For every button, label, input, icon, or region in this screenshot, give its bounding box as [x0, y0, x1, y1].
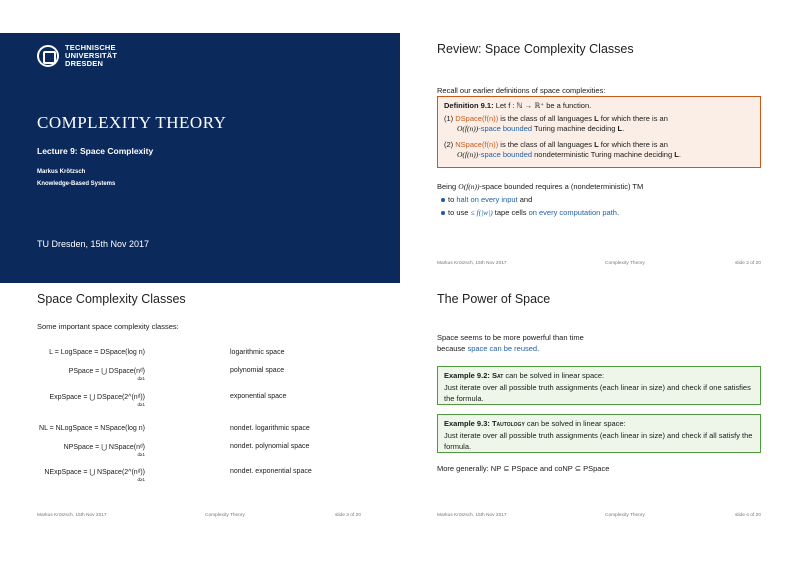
highlight: space can be reused — [467, 344, 538, 353]
item-text: is the class of all languages — [498, 114, 595, 123]
bounded-intro — [437, 182, 643, 191]
slide-title: The Power of Space — [437, 292, 551, 306]
intro-line-2 — [437, 344, 539, 353]
definition-text: Let f : ℕ → ℝ⁺ be a function. — [495, 101, 592, 110]
item-text: . — [622, 124, 625, 133]
footer-slide-number: slide 2 of 20 — [735, 261, 761, 266]
math: ≤ f(|w|) — [470, 208, 493, 217]
example-header — [444, 371, 604, 380]
class-definition: L = LogSpace = DSpace(log n) — [49, 349, 145, 356]
footer-author: Markus Krötzsch, 15th Nov 2017 — [37, 513, 107, 518]
example-body: Just iterate over all possible truth assignments (each linear in size) and check if all satisfy the formula. — [444, 431, 753, 451]
footer-course: Complexity Theory — [605, 513, 645, 518]
class-definition-wrap — [44, 468, 145, 483]
definition-item-2 — [444, 140, 754, 160]
tu-dresden-logo — [37, 44, 117, 68]
footer-author: Markus Krötzsch, 15th Nov 2017 — [437, 261, 507, 266]
text: Being — [437, 182, 459, 191]
place-date: TU Dresden, 15th Nov 2017 — [37, 239, 150, 249]
class-definition: NExpSpace = ⋃ NSpace(2^(nᵈ)) — [44, 469, 145, 476]
union-subscript: d≥1 — [137, 452, 145, 457]
text: tape cells — [492, 208, 529, 217]
tu-logo-icon — [37, 45, 59, 67]
class-definition: PSpace = ⋃ DSpace(nᵈ) — [68, 368, 145, 375]
intro-text: Some important space complexity classes: — [37, 322, 179, 331]
bullet-tape-cells — [448, 208, 619, 217]
definition-item-1 — [444, 114, 754, 134]
example-body: Just iterate over all possible truth assignments (each linear in size) and check if one satisfies the formula. — [444, 383, 751, 403]
class-row-npspace — [37, 443, 337, 467]
text: to use — [448, 208, 471, 217]
text: . — [616, 208, 620, 217]
author-name: Markus Krötzsch — [37, 169, 86, 175]
class-definition-wrap — [49, 393, 145, 408]
lecture-title: Lecture 9: Space Complexity — [37, 146, 154, 156]
class-name: DSpace(f(n)) — [455, 114, 499, 123]
bound-label: -space bounded — [478, 150, 533, 159]
footer-course: Complexity Theory — [205, 513, 245, 518]
class-definition-wrap — [69, 367, 145, 382]
highlight: halt on every input — [456, 195, 518, 204]
course-title: COMPLEXITY THEORY — [37, 113, 227, 132]
slide-power-of-space — [400, 283, 800, 566]
slide-title: Review: Space Complexity Classes — [437, 42, 634, 56]
example-box-sat — [437, 366, 761, 405]
class-name: NSpace(f(n)) — [455, 140, 499, 149]
group-name: Knowledge-Based Systems — [37, 181, 116, 187]
example-box-tautology — [437, 414, 761, 453]
bound-math: O(f(n)) — [457, 150, 479, 159]
class-definition: ExpSpace = ⋃ DSpace(2^(nᵈ)) — [49, 394, 145, 401]
item-number: (1) — [444, 114, 454, 123]
class-description: nondet. exponential space — [230, 468, 312, 475]
conclusion-text: More generally: NP ⊆ PSpace and coNP ⊆ PSpace — [437, 464, 610, 473]
problem-name: Sat — [491, 371, 504, 380]
class-description: nondet. logarithmic space — [230, 425, 310, 432]
footer-author: Markus Krötzsch, 15th Nov 2017 — [437, 513, 507, 518]
math: O(f(n)) — [458, 182, 480, 191]
class-description: logarithmic space — [230, 349, 285, 356]
language-symbol: L — [674, 150, 679, 159]
item-text: . — [678, 150, 681, 159]
union-subscript: d≥1 — [137, 376, 145, 381]
intro-line-1: Space seems to be more powerful than time — [437, 333, 584, 342]
language-symbol: L — [594, 140, 599, 149]
text: -space bounded requires a (nondeterministic) TM — [479, 182, 644, 191]
title-slide — [0, 0, 400, 283]
problem-name: Tautology — [491, 419, 525, 428]
class-row-expspace — [37, 393, 337, 417]
highlight: on every computation path — [528, 208, 617, 217]
intro-text: Recall our earlier definitions of space complexities: — [437, 86, 606, 95]
union-subscript: d≥1 — [137, 402, 145, 407]
text: and — [517, 195, 533, 204]
slide-space-classes — [0, 283, 400, 566]
footer-slide-number: slide 3 of 20 — [335, 513, 361, 518]
definition-box — [437, 96, 761, 168]
item-text: Turing machine deciding — [532, 124, 618, 133]
example-text: can be solved in linear space: — [503, 371, 605, 380]
text: . — [537, 344, 540, 353]
union-subscript: d≥1 — [137, 477, 145, 482]
language-symbol: L — [617, 124, 623, 133]
bound-math: O(f(n)) — [457, 124, 479, 133]
item-text: is the class of all languages — [498, 140, 595, 149]
class-definition-wrap — [64, 443, 145, 458]
language-symbol: L — [594, 114, 599, 123]
slide-review — [400, 0, 800, 283]
example-label: Example 9.3: — [444, 419, 490, 428]
logo-text: TECHNISCHE UNIVERSITÄT DRESDEN — [65, 43, 118, 68]
class-row-nexpspace — [37, 468, 337, 492]
footer-slide-number: slide 4 of 20 — [735, 513, 761, 518]
item-text: nondeterministic Turing machine deciding — [532, 150, 675, 159]
class-row-pspace — [37, 367, 337, 391]
item-number: (2) — [444, 140, 454, 149]
example-label: Example 9.2: — [444, 371, 490, 380]
example-header — [444, 419, 626, 428]
text: to — [448, 195, 457, 204]
text: because — [437, 344, 468, 353]
class-description: nondet. polynomial space — [230, 443, 310, 450]
bound-label: -space bounded — [478, 124, 533, 133]
item-text: for which there is an — [598, 114, 668, 123]
definition-header — [444, 101, 591, 110]
item-text: for which there is an — [598, 140, 668, 149]
class-description: polynomial space — [230, 367, 285, 374]
example-text: can be solved in linear space: — [524, 419, 626, 428]
bullet-halt — [448, 195, 532, 204]
class-definition: NPSpace = ⋃ NSpace(nᵈ) — [63, 444, 145, 451]
footer-course: Complexity Theory — [605, 261, 645, 266]
definition-label: Definition 9.1: — [444, 101, 494, 110]
slide-title: Space Complexity Classes — [37, 292, 186, 306]
class-definition: NL = NLogSpace = NSpace(log n) — [39, 425, 145, 432]
class-description: exponential space — [230, 393, 287, 400]
